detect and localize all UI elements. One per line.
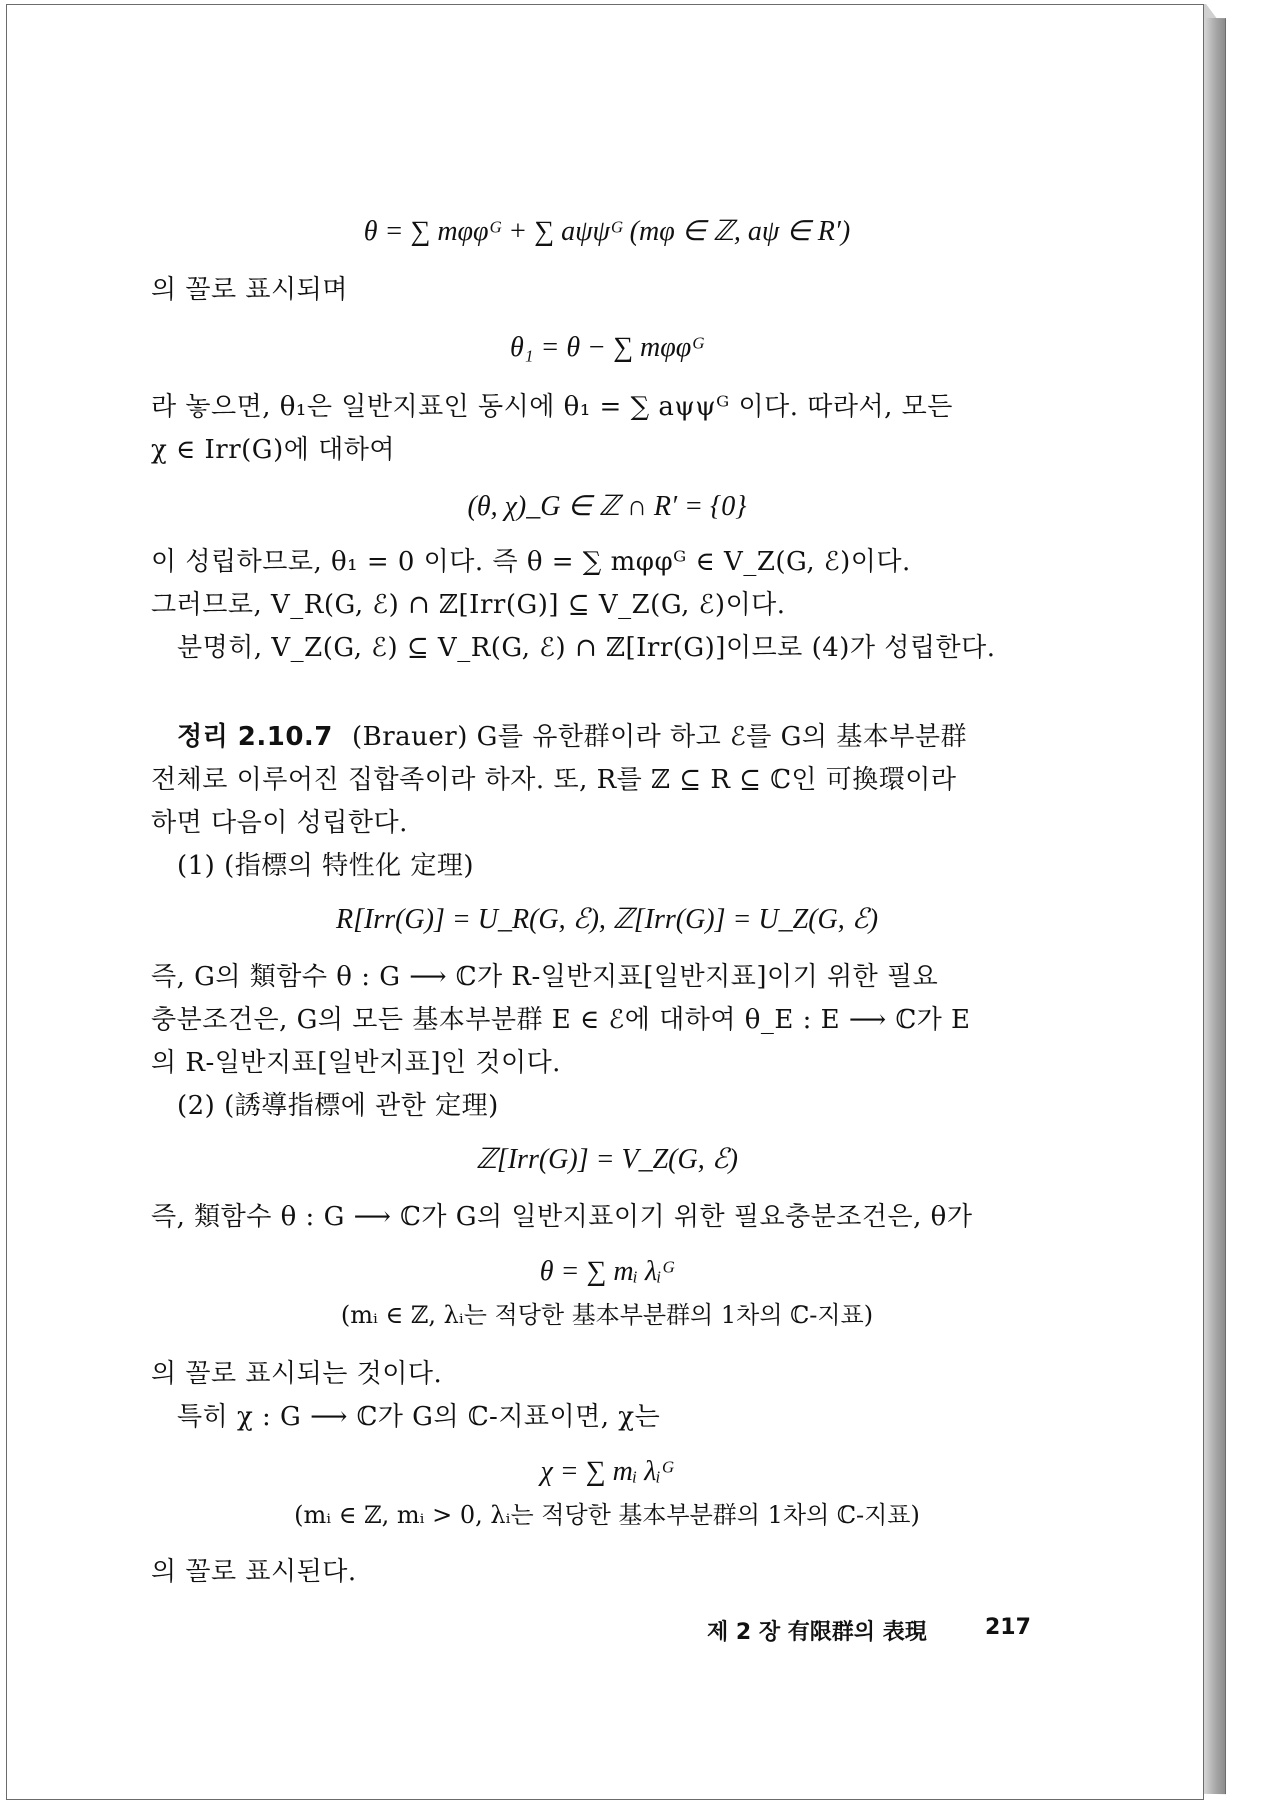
- text-line: 라 놓으면, θ₁은 일반지표인 동시에 θ₁ = ∑ aψψᴳ 이다. 따라서, 모든: [151, 392, 953, 422]
- text-line: 이 성립하므로, θ₁ = 0 이다. 즉 θ = ∑ mφφᴳ ∈ V_Z(G, ℰ)이다.: [151, 547, 911, 577]
- equation-condition: (mᵢ ∈ ℤ, mᵢ > 0, λᵢ는 적당한 基本부분群의 1차의 ℂ-지표): [294, 1501, 920, 1529]
- text-line: 분명히, V_Z(G, ℰ) ⊆ V_R(G, ℰ) ∩ ℤ[Irr(G)]이므로 (4)가 성립한다.: [177, 633, 996, 663]
- equation-theta1: θ₁ = θ − ∑ mφφᴳ: [510, 332, 704, 363]
- equation-theta-lambda: θ = ∑ mᵢ λᵢᴳ: [539, 1256, 675, 1287]
- theorem-line: 특히 χ : G ⟶ ℂ가 G의 ℂ-지표이면, χ는: [177, 1402, 661, 1432]
- theorem-line: 하면 다음이 성립한다.: [151, 808, 408, 838]
- theorem-label: 정리 2.10.7: [177, 722, 333, 752]
- theorem-line: 의 꼴로 표시된다.: [151, 1557, 357, 1587]
- theorem-line: 즉, 類함수 θ : G ⟶ ℂ가 G의 일반지표이기 위한 필요충분조건은, θ가: [151, 1202, 973, 1232]
- text-line: χ ∈ Irr(G)에 대하여: [151, 435, 395, 465]
- equation-chi-lambda: χ = ∑ mᵢ λᵢᴳ: [540, 1456, 674, 1487]
- theorem-line: (2) (誘導指標에 관한 定理): [177, 1091, 499, 1121]
- equation-inner-product: (θ, χ)_G ∈ ℤ ∩ R′ = {0}: [467, 491, 747, 522]
- equation-condition: (mᵢ ∈ ℤ, λᵢ는 적당한 基本부분群의 1차의 ℂ-지표): [340, 1301, 874, 1329]
- theorem-line: 즉, G의 類함수 θ : G ⟶ ℂ가 R-일반지표[일반지표]이기 위한 필요: [151, 962, 939, 992]
- theorem-line: (Brauer) G를 유한群이라 하고 ℰ를 G의 基本부분群: [352, 722, 968, 752]
- equation-induced-theorem: ℤ[Irr(G)] = V_Z(G, ℰ): [475, 1144, 739, 1175]
- theorem-line: 전체로 이루어진 집합족이라 하자. 또, R를 ℤ ⊆ R ⊆ ℂ인 可換環이라: [151, 765, 957, 795]
- theorem-line: 충분조건은, G의 모든 基本부분群 E ∈ ℰ에 대하여 θ_E : E ⟶ ℂ가 E: [151, 1005, 971, 1035]
- equation-character-theorem: R[Irr(G)] = U_R(G, ℰ), ℤ[Irr(G)] = U_Z(G, ℰ): [335, 904, 879, 935]
- text-line: 의 꼴로 표시되며: [151, 275, 348, 305]
- equation-theta-sum: θ = ∑ mφφᴳ + ∑ aψψᴳ (mφ ∈ ℤ, aψ ∈ R′): [363, 216, 851, 247]
- theorem-line: 의 꼴로 표시되는 것이다.: [151, 1359, 443, 1389]
- book-page: [6, 4, 1204, 1800]
- running-footer-chapter: 제 2 장 有限群의 表現: [707, 1620, 927, 1645]
- theorem-line: (1) (指標의 特性化 定理): [177, 851, 475, 881]
- text-line: 그러므로, V_R(G, ℰ) ∩ ℤ[Irr(G)] ⊆ V_Z(G, ℰ)이다.: [151, 590, 786, 620]
- page-number: 217: [985, 1615, 1031, 1640]
- theorem-line: 의 R-일반지표[일반지표]인 것이다.: [151, 1048, 561, 1078]
